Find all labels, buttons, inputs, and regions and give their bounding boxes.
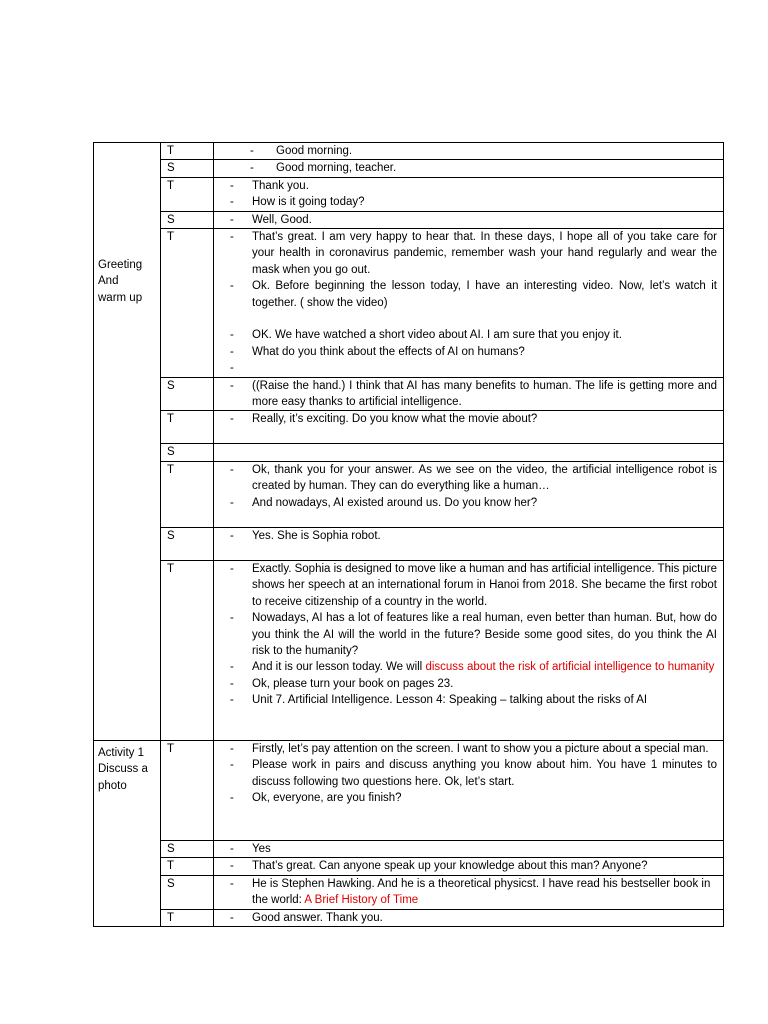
utterance-line [220, 692, 717, 708]
utterance-cell [214, 143, 724, 160]
dash-marker: - [230, 496, 234, 509]
utterance-text: Ok, please turn your book on pages 23. [252, 677, 454, 690]
utterance-text: Good morning. [276, 145, 353, 157]
stage-label-line: photo [98, 779, 127, 792]
table-row [94, 560, 724, 740]
utterance-text: ((Raise the hand.) I think that AI has many benefits to human. The life is getting more and more easy thanks to artificial intelligence. [252, 379, 717, 409]
dash-marker: - [230, 877, 234, 890]
utterance-cell [214, 377, 724, 411]
speaker-cell: S [161, 527, 214, 560]
utterance-line [220, 143, 717, 159]
speaker-cell: T [161, 740, 214, 840]
dash-marker: - [230, 661, 234, 674]
utterance-text [252, 659, 717, 675]
speaker-cell: T [161, 411, 214, 444]
table-row [94, 444, 724, 461]
speaker-cell: T [161, 560, 214, 740]
utterance-text: And nowadays, AI existed around us. Do you know her? [252, 496, 538, 509]
utterance-line [220, 841, 717, 857]
utterance-text: Exactly. Sophia is designed to move like a human and has artificial intelligence. This picture shows her speech at an international forum in Hanoi from 2018. She became the first robot to receive citizenship of a country in the world. [252, 562, 717, 608]
utterance-line [220, 378, 717, 411]
utterance-text: What do you think about the effects of AI on humans? [252, 345, 525, 358]
speaker-cell: T [161, 909, 214, 926]
dash-marker: - [230, 329, 234, 342]
utterance-text [252, 360, 717, 376]
utterance-line [220, 790, 717, 806]
dash-marker: - [250, 145, 254, 157]
utterance-cell [214, 411, 724, 444]
utterance-line [220, 876, 717, 909]
utterance-line [220, 344, 717, 360]
table-row [94, 177, 724, 211]
utterance-line [220, 229, 717, 278]
stage-label-line: Discuss a [98, 763, 148, 776]
dash-marker: - [230, 213, 234, 226]
utterance-text: Ok, thank you for your answer. As we see on the video, the artificial intelligence robot is created by human. They can do everything like a human… [252, 463, 717, 493]
dash-marker: - [230, 463, 234, 476]
speaker-cell: S [161, 377, 214, 411]
utterance-line [220, 462, 717, 495]
utterance-text: Nowadays, AI has a lot of features like a real human, even better than human. But, how do you think the AI will the world in the future? Beside some good sites, do you think the AI risk to the humanity? [252, 612, 717, 657]
utterance-text: Yes. She is Sophia robot. [252, 529, 381, 542]
dash-marker: - [230, 562, 234, 575]
speaker-cell: T [161, 858, 214, 875]
dash-marker: - [230, 911, 234, 924]
stage-label [98, 253, 156, 306]
utterance-line [220, 757, 717, 790]
stage-cell-greeting [94, 143, 161, 741]
dash-marker: - [230, 860, 234, 873]
table-row [94, 461, 724, 527]
dash-marker: - [230, 742, 234, 755]
stage-label [98, 741, 156, 794]
utterance-line [220, 160, 717, 176]
utterance-line [220, 178, 717, 194]
utterance-line [220, 411, 717, 427]
utterance-text: OK. We have watched a short video about AI. I am sure that you enjoy it. [252, 329, 622, 342]
utterance-line [220, 561, 717, 610]
speaker-cell: T [161, 229, 214, 378]
utterance-line [220, 910, 717, 926]
speaker-cell: T [161, 143, 214, 160]
utterance-cell [214, 229, 724, 378]
dash-marker: - [230, 280, 234, 293]
utterance-text: Yes [252, 842, 271, 855]
utterance-text-plain: He is Stephen Hawking. And he is a theoretical physicst. I have read his bestseller book in the world: [252, 877, 711, 907]
dash-marker: - [230, 842, 234, 855]
utterance-text-plain: And it is our lesson today. We will [252, 661, 426, 674]
utterance-cell [214, 740, 724, 840]
utterance-text: Ok, everyone, are you finish? [252, 792, 402, 805]
table-row [94, 740, 724, 840]
utterance-line [220, 327, 717, 343]
utterance-text [252, 876, 717, 909]
speaker-cell: T [161, 177, 214, 211]
dash-marker: - [230, 694, 234, 707]
utterance-cell [214, 909, 724, 926]
utterance-text: Thank you. [252, 179, 309, 192]
utterance-cell [214, 160, 724, 177]
dash-marker: - [230, 529, 234, 542]
utterance-text: Ok. Before beginning the lesson today, I have an interesting video. Now, let’s watch it together. ( show the video) [252, 280, 717, 309]
utterance-text: Firstly, let’s pay attention on the screen. I want to show you a picture about a special man. [252, 742, 709, 755]
table-row [94, 143, 724, 160]
book-title-highlight: A Brief History of Time [304, 894, 419, 907]
utterance-text: Please work in pairs and discuss anything you know about him. You have 1 minutes to discuss following two questions here. Ok, let’s start. [252, 759, 717, 788]
table-row [94, 160, 724, 177]
utterance-line [220, 741, 717, 757]
utterance-text: How is it going today? [252, 196, 365, 209]
utterance-text: Good answer. Thank you. [252, 911, 383, 924]
utterance-text: Really, it’s exciting. Do you know what the movie about? [252, 413, 538, 426]
utterance-text: Well, Good. [252, 213, 312, 226]
stage-label-line: Greeting [98, 259, 143, 271]
utterance-line [220, 858, 717, 874]
stage-cell-activity-1 [94, 740, 161, 926]
speaker-cell: S [161, 840, 214, 857]
utterance-line [220, 495, 717, 511]
utterance-cell [214, 461, 724, 527]
utterance-cell [214, 560, 724, 740]
utterance-text: Unit 7. Artificial Intelligence. Lesson 4: Speaking – talking about the risks of AI [252, 694, 648, 707]
dash-marker: - [230, 179, 234, 192]
table-row [94, 858, 724, 875]
speaker-cell: S [161, 444, 214, 461]
dash-marker: - [230, 792, 234, 805]
dash-marker: - [230, 196, 234, 209]
utterance-line [220, 610, 717, 659]
dash-marker: - [230, 231, 234, 244]
dash-marker: - [230, 345, 234, 358]
utterance-line [220, 659, 717, 675]
dash-marker: - [230, 612, 234, 625]
utterance-text: That’s great. Can anyone speak up your knowledge about this man? Anyone? [252, 860, 648, 873]
utterance-cell [214, 875, 724, 909]
dash-marker: - [230, 379, 234, 392]
table-row [94, 527, 724, 560]
stage-label-line: Activity 1 [98, 746, 145, 759]
table-row [94, 840, 724, 857]
dash-marker: - [250, 162, 254, 175]
stage-label-line: warm up [98, 291, 143, 304]
table-row [94, 211, 724, 228]
table-row [94, 875, 724, 909]
stage-label-line: And [98, 275, 119, 288]
utterance-text: That’s great. I am very happy to hear that. In these days, I hope all of you take care for your health in coronavirus pandemic, remember wash your hand regularly and wear the mask when you go out. [252, 231, 717, 276]
lesson-plan-table [93, 142, 724, 927]
dash-marker: - [230, 362, 234, 375]
utterance-line [220, 676, 717, 692]
utterance-line [220, 360, 717, 376]
dash-marker: - [230, 677, 234, 690]
speaker-cell: S [161, 160, 214, 177]
lesson-topic-highlight: discuss about the risk of artificial intelligence to humanity [425, 661, 715, 674]
dash-marker: - [230, 759, 234, 772]
utterance-line [220, 194, 717, 210]
utterance-line [220, 212, 717, 228]
utterance-text: Good morning, teacher. [276, 162, 397, 175]
utterance-cell [214, 840, 724, 857]
table-row [94, 909, 724, 926]
utterance-cell [214, 177, 724, 211]
table-row [94, 229, 724, 378]
table-row [94, 411, 724, 444]
utterance-line [220, 528, 717, 544]
dash-marker: - [230, 413, 234, 426]
speaker-cell: T [161, 461, 214, 527]
utterance-line [220, 278, 717, 311]
speaker-cell: S [161, 875, 214, 909]
speaker-cell: S [161, 211, 214, 228]
utterance-cell [214, 858, 724, 875]
utterance-cell [214, 211, 724, 228]
utterance-cell [214, 527, 724, 560]
utterance-cell [214, 444, 724, 461]
table-row [94, 377, 724, 411]
